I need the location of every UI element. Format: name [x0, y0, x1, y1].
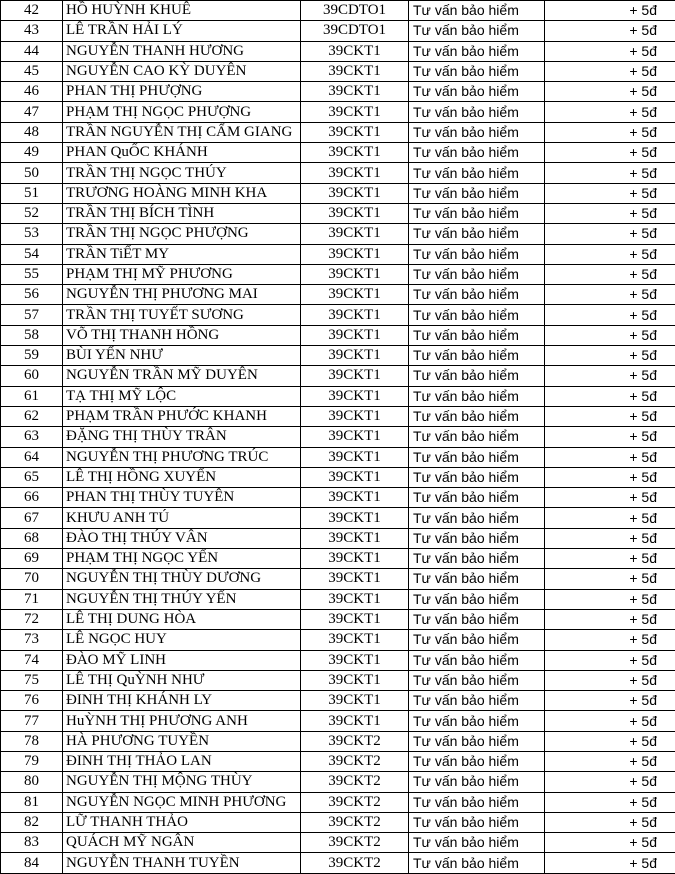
student-name: QUÁCH MỸ NGÂN	[63, 833, 301, 853]
row-number: 65	[1, 467, 63, 487]
activity-name: Tư vấn bảo hiểm	[409, 508, 545, 528]
points-value: + 5đ	[545, 731, 675, 751]
activity-name: Tư vấn bảo hiểm	[409, 569, 545, 589]
class-code: 39CKT1	[301, 102, 409, 122]
class-code: 39CKT1	[301, 366, 409, 386]
points-value: + 5đ	[545, 812, 675, 832]
class-code: 39CKT1	[301, 183, 409, 203]
points-value: + 5đ	[545, 772, 675, 792]
activity-name: Tư vấn bảo hiểm	[409, 772, 545, 792]
points-value: + 5đ	[545, 630, 675, 650]
activity-name: Tư vấn bảo hiểm	[409, 751, 545, 771]
points-value: + 5đ	[545, 467, 675, 487]
student-name: TRẦN THỊ NGỌC PHƯỢNG	[63, 224, 301, 244]
class-code: 39CKT1	[301, 406, 409, 426]
class-code: 39CKT1	[301, 609, 409, 629]
activity-name: Tư vấn bảo hiểm	[409, 528, 545, 548]
row-number: 42	[1, 1, 63, 21]
activity-name: Tư vấn bảo hiểm	[409, 853, 545, 873]
row-number: 64	[1, 447, 63, 467]
student-name: PHẠM THỊ MỸ PHƯƠNG	[63, 264, 301, 284]
row-number: 63	[1, 427, 63, 447]
table-body	[1, 1, 675, 874]
activity-name: Tư vấn bảo hiểm	[409, 427, 545, 447]
class-code: 39CKT1	[301, 569, 409, 589]
class-code: 39CKT2	[301, 792, 409, 812]
class-code: 39CKT1	[301, 41, 409, 61]
table-row	[1, 549, 675, 569]
row-number: 78	[1, 731, 63, 751]
class-code: 39CDTO1	[301, 21, 409, 41]
table-row	[1, 386, 675, 406]
activity-name: Tư vấn bảo hiểm	[409, 650, 545, 670]
student-name: ĐINH THỊ KHÁNH LY	[63, 691, 301, 711]
points-value: + 5đ	[545, 447, 675, 467]
class-code: 39CKT1	[301, 224, 409, 244]
activity-name: Tư vấn bảo hiểm	[409, 670, 545, 690]
points-value: + 5đ	[545, 691, 675, 711]
student-name: NGUYỄN TRẦN MỸ DUYÊN	[63, 366, 301, 386]
student-name: KHƯU ANH TÚ	[63, 508, 301, 528]
activity-name: Tư vấn bảo hiểm	[409, 203, 545, 223]
points-value: + 5đ	[545, 102, 675, 122]
class-code: 39CKT1	[301, 488, 409, 508]
table-row	[1, 467, 675, 487]
row-number: 83	[1, 833, 63, 853]
table-row	[1, 41, 675, 61]
student-name: NGUYỄN THANH TUYỀN	[63, 853, 301, 873]
student-name: NGUYỄN THỊ MỘNG THÙY	[63, 772, 301, 792]
table-row	[1, 751, 675, 771]
student-name: NGUYỄN THỊ PHƯƠNG TRÚC	[63, 447, 301, 467]
activity-name: Tư vấn bảo hiểm	[409, 285, 545, 305]
row-number: 76	[1, 691, 63, 711]
table-row	[1, 285, 675, 305]
class-code: 39CKT1	[301, 285, 409, 305]
class-code: 39CKT1	[301, 447, 409, 467]
class-code: 39CKT1	[301, 386, 409, 406]
activity-name: Tư vấn bảo hiểm	[409, 163, 545, 183]
points-value: + 5đ	[545, 569, 675, 589]
table-row	[1, 731, 675, 751]
row-number: 81	[1, 792, 63, 812]
student-name: TRẦN TiẾT MY	[63, 244, 301, 264]
row-number: 82	[1, 812, 63, 832]
student-name: ĐÀO MỸ LINH	[63, 650, 301, 670]
table-row	[1, 609, 675, 629]
points-value: + 5đ	[545, 325, 675, 345]
row-number: 73	[1, 630, 63, 650]
student-name: VÕ THỊ THANH HỒNG	[63, 325, 301, 345]
table-row	[1, 346, 675, 366]
table-row	[1, 1, 675, 21]
points-value: + 5đ	[545, 143, 675, 163]
table-row	[1, 792, 675, 812]
student-name: LÊ TRẦN HẢI LÝ	[63, 21, 301, 41]
points-value: + 5đ	[545, 264, 675, 284]
student-name: LỮ THANH THẢO	[63, 812, 301, 832]
activity-name: Tư vấn bảo hiểm	[409, 406, 545, 426]
table-row	[1, 305, 675, 325]
row-number: 47	[1, 102, 63, 122]
student-name: NGUYỄN NGỌC MINH PHƯƠNG	[63, 792, 301, 812]
row-number: 69	[1, 549, 63, 569]
table-row	[1, 406, 675, 426]
class-code: 39CKT1	[301, 528, 409, 548]
student-name: PHẠM TRẦN PHƯỚC KHANH	[63, 406, 301, 426]
row-number: 51	[1, 183, 63, 203]
points-value: + 5đ	[545, 203, 675, 223]
class-code: 39CKT1	[301, 264, 409, 284]
activity-name: Tư vấn bảo hiểm	[409, 833, 545, 853]
class-code: 39CKT1	[301, 711, 409, 731]
table-row	[1, 812, 675, 832]
points-value: + 5đ	[545, 751, 675, 771]
student-name: TRƯƠNG HOÀNG MINH KHA	[63, 183, 301, 203]
activity-name: Tư vấn bảo hiểm	[409, 609, 545, 629]
activity-name: Tư vấn bảo hiểm	[409, 467, 545, 487]
student-name: ĐÀO THỊ THÚY VÂN	[63, 528, 301, 548]
table-row	[1, 691, 675, 711]
class-code: 39CKT1	[301, 691, 409, 711]
student-name: HỒ HUỲNH KHUÊ	[63, 1, 301, 21]
activity-name: Tư vấn bảo hiểm	[409, 224, 545, 244]
row-number: 68	[1, 528, 63, 548]
activity-name: Tư vấn bảo hiểm	[409, 386, 545, 406]
row-number: 46	[1, 82, 63, 102]
student-name: ĐẶNG THỊ THÙY TRÂN	[63, 427, 301, 447]
class-code: 39CKT1	[301, 82, 409, 102]
row-number: 66	[1, 488, 63, 508]
points-value: + 5đ	[545, 589, 675, 609]
points-value: + 5đ	[545, 427, 675, 447]
student-name: LÊ THỊ DUNG HÒA	[63, 609, 301, 629]
row-number: 53	[1, 224, 63, 244]
class-code: 39CDTO1	[301, 1, 409, 21]
activity-name: Tư vấn bảo hiểm	[409, 244, 545, 264]
table-row	[1, 203, 675, 223]
row-number: 44	[1, 41, 63, 61]
student-name: NGUYỄN THANH HƯƠNG	[63, 41, 301, 61]
points-value: + 5đ	[545, 346, 675, 366]
table-row	[1, 122, 675, 142]
table-row	[1, 650, 675, 670]
points-value: + 5đ	[545, 224, 675, 244]
row-number: 80	[1, 772, 63, 792]
student-name: LÊ THỊ HỒNG XUYẾN	[63, 467, 301, 487]
activity-name: Tư vấn bảo hiểm	[409, 305, 545, 325]
activity-name: Tư vấn bảo hiểm	[409, 792, 545, 812]
row-number: 58	[1, 325, 63, 345]
activity-name: Tư vấn bảo hiểm	[409, 447, 545, 467]
activity-name: Tư vấn bảo hiểm	[409, 1, 545, 21]
activity-name: Tư vấn bảo hiểm	[409, 366, 545, 386]
student-name: TRẦN THỊ BÍCH TÌNH	[63, 203, 301, 223]
row-number: 43	[1, 21, 63, 41]
points-value: + 5đ	[545, 488, 675, 508]
class-code: 39CKT1	[301, 122, 409, 142]
class-code: 39CKT1	[301, 163, 409, 183]
class-code: 39CKT1	[301, 325, 409, 345]
row-number: 54	[1, 244, 63, 264]
class-code: 39CKT1	[301, 549, 409, 569]
class-code: 39CKT1	[301, 589, 409, 609]
points-value: + 5đ	[545, 1, 675, 21]
table-row	[1, 163, 675, 183]
class-code: 39CKT2	[301, 853, 409, 873]
class-code: 39CKT1	[301, 508, 409, 528]
student-name: TRẦN THỊ TUYẾT SƯƠNG	[63, 305, 301, 325]
table-row	[1, 21, 675, 41]
points-value: + 5đ	[545, 386, 675, 406]
points-value: + 5đ	[545, 122, 675, 142]
student-name: PHẠM THỊ NGỌC PHƯỢNG	[63, 102, 301, 122]
activity-name: Tư vấn bảo hiểm	[409, 346, 545, 366]
activity-name: Tư vấn bảo hiểm	[409, 630, 545, 650]
class-code: 39CKT1	[301, 203, 409, 223]
activity-name: Tư vấn bảo hiểm	[409, 21, 545, 41]
activity-name: Tư vấn bảo hiểm	[409, 82, 545, 102]
activity-name: Tư vấn bảo hiểm	[409, 711, 545, 731]
activity-name: Tư vấn bảo hiểm	[409, 61, 545, 81]
row-number: 45	[1, 61, 63, 81]
points-value: + 5đ	[545, 163, 675, 183]
points-value: + 5đ	[545, 853, 675, 873]
activity-name: Tư vấn bảo hiểm	[409, 691, 545, 711]
row-number: 67	[1, 508, 63, 528]
table-row	[1, 366, 675, 386]
table-row	[1, 589, 675, 609]
row-number: 79	[1, 751, 63, 771]
table-row	[1, 143, 675, 163]
class-code: 39CKT1	[301, 346, 409, 366]
student-name: PHAN THỊ THÙY TUYÊN	[63, 488, 301, 508]
row-number: 50	[1, 163, 63, 183]
table-row	[1, 670, 675, 690]
row-number: 57	[1, 305, 63, 325]
row-number: 62	[1, 406, 63, 426]
table-row	[1, 264, 675, 284]
row-number: 84	[1, 853, 63, 873]
table-row	[1, 244, 675, 264]
row-number: 56	[1, 285, 63, 305]
activity-name: Tư vấn bảo hiểm	[409, 325, 545, 345]
points-value: + 5đ	[545, 650, 675, 670]
row-number: 55	[1, 264, 63, 284]
student-name: HuỲNH THỊ PHƯƠNG ANH	[63, 711, 301, 731]
table-row	[1, 82, 675, 102]
student-name: NGUYỄN THỊ PHƯƠNG MAI	[63, 285, 301, 305]
row-number: 71	[1, 589, 63, 609]
points-value: + 5đ	[545, 670, 675, 690]
student-name: TẠ THỊ MỸ LỘC	[63, 386, 301, 406]
points-value: + 5đ	[545, 711, 675, 731]
student-name: HÀ PHƯƠNG TUYỀN	[63, 731, 301, 751]
row-number: 60	[1, 366, 63, 386]
class-code: 39CKT1	[301, 143, 409, 163]
points-value: + 5đ	[545, 61, 675, 81]
student-name: NGUYỄN CAO KỲ DUYÊN	[63, 61, 301, 81]
student-name: ĐINH THỊ THẢO LAN	[63, 751, 301, 771]
points-value: + 5đ	[545, 406, 675, 426]
row-number: 49	[1, 143, 63, 163]
activity-name: Tư vấn bảo hiểm	[409, 183, 545, 203]
class-code: 39CKT1	[301, 305, 409, 325]
class-code: 39CKT2	[301, 731, 409, 751]
table-row	[1, 630, 675, 650]
points-value: + 5đ	[545, 244, 675, 264]
points-value: + 5đ	[545, 528, 675, 548]
class-code: 39CKT1	[301, 61, 409, 81]
row-number: 52	[1, 203, 63, 223]
activity-name: Tư vấn bảo hiểm	[409, 589, 545, 609]
points-value: + 5đ	[545, 285, 675, 305]
class-code: 39CKT1	[301, 467, 409, 487]
student-name: PHAN QuỐC KHÁNH	[63, 143, 301, 163]
table-row	[1, 508, 675, 528]
table-row	[1, 325, 675, 345]
activity-name: Tư vấn bảo hiểm	[409, 488, 545, 508]
student-name: TRẦN THỊ NGỌC THÚY	[63, 163, 301, 183]
points-value: + 5đ	[545, 21, 675, 41]
class-code: 39CKT1	[301, 244, 409, 264]
table-row	[1, 569, 675, 589]
points-value: + 5đ	[545, 609, 675, 629]
row-number: 75	[1, 670, 63, 690]
class-code: 39CKT1	[301, 427, 409, 447]
class-code: 39CKT2	[301, 812, 409, 832]
activity-name: Tư vấn bảo hiểm	[409, 122, 545, 142]
table-row	[1, 183, 675, 203]
class-code: 39CKT1	[301, 650, 409, 670]
table-row	[1, 102, 675, 122]
activity-name: Tư vấn bảo hiểm	[409, 41, 545, 61]
student-name: BÙI YẾN NHƯ	[63, 346, 301, 366]
points-value: + 5đ	[545, 305, 675, 325]
points-value: + 5đ	[545, 508, 675, 528]
table-row	[1, 528, 675, 548]
row-number: 61	[1, 386, 63, 406]
activity-name: Tư vấn bảo hiểm	[409, 731, 545, 751]
row-number: 74	[1, 650, 63, 670]
points-value: + 5đ	[545, 82, 675, 102]
table-row	[1, 853, 675, 873]
activity-name: Tư vấn bảo hiểm	[409, 549, 545, 569]
row-number: 59	[1, 346, 63, 366]
student-name: PHAN THỊ PHƯỢNG	[63, 82, 301, 102]
activity-name: Tư vấn bảo hiểm	[409, 812, 545, 832]
points-value: + 5đ	[545, 41, 675, 61]
points-value: + 5đ	[545, 792, 675, 812]
points-value: + 5đ	[545, 833, 675, 853]
table-row	[1, 833, 675, 853]
table-row	[1, 772, 675, 792]
class-code: 39CKT1	[301, 670, 409, 690]
student-name: LÊ NGỌC HUY	[63, 630, 301, 650]
row-number: 70	[1, 569, 63, 589]
student-name: PHẠM THỊ NGỌC YẾN	[63, 549, 301, 569]
student-name: NGUYỄN THỊ THÚY YẾN	[63, 589, 301, 609]
class-code: 39CKT2	[301, 772, 409, 792]
row-number: 72	[1, 609, 63, 629]
student-name: NGUYỄN THỊ THÙY DƯƠNG	[63, 569, 301, 589]
points-value: + 5đ	[545, 183, 675, 203]
table-row	[1, 711, 675, 731]
class-code: 39CKT1	[301, 630, 409, 650]
activity-name: Tư vấn bảo hiểm	[409, 264, 545, 284]
student-name: LÊ THỊ QuỲNH NHƯ	[63, 670, 301, 690]
table-row	[1, 61, 675, 81]
activity-name: Tư vấn bảo hiểm	[409, 102, 545, 122]
student-name: TRẦN NGUYỄN THỊ CẨM GIANG	[63, 122, 301, 142]
table-row	[1, 447, 675, 467]
table-row	[1, 224, 675, 244]
row-number: 48	[1, 122, 63, 142]
points-value: + 5đ	[545, 549, 675, 569]
activity-name: Tư vấn bảo hiểm	[409, 143, 545, 163]
class-code: 39CKT2	[301, 751, 409, 771]
class-code: 39CKT2	[301, 833, 409, 853]
row-number: 77	[1, 711, 63, 731]
table-row	[1, 427, 675, 447]
table-row	[1, 488, 675, 508]
points-value: + 5đ	[545, 366, 675, 386]
